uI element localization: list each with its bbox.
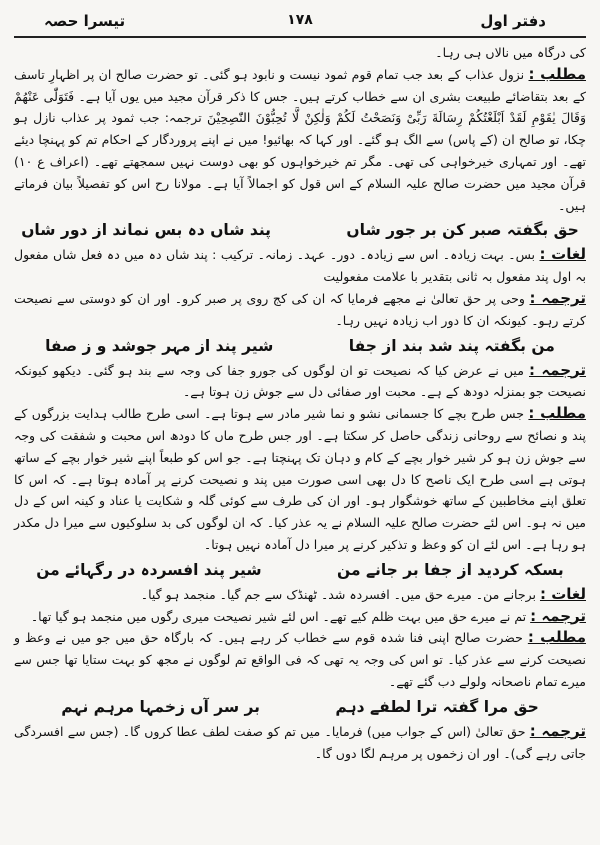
section-label: لغات : xyxy=(539,245,586,264)
paragraph xyxy=(14,244,586,288)
header-rule xyxy=(14,36,586,38)
verse xyxy=(14,332,586,360)
paragraph xyxy=(14,721,586,765)
verse-first-hemistich: حق مرا گفتہ ترا لطفے دہم xyxy=(335,697,539,716)
verse-first-hemistich: حق بگفتہ صبر کن بر جور شاں xyxy=(346,221,579,240)
section-label: لغات : xyxy=(539,584,586,603)
verse xyxy=(14,216,586,244)
paragraph xyxy=(14,288,586,332)
page-body xyxy=(14,42,586,764)
paragraph-text: حضرت صالح اپنی فنا شدہ قوم سے خطاب کر رہے ہیں۔ کہ بارگاہ حق میں جو میں نے وعظ و نصیحت کرنے سے عذر کیا۔ تو اس کی وجہ یہ تھی کہ فی الواقع تم لوگوں نے مجھ کو بہت ستایا تھا جس سے میرے تمام ناصحانہ ولولے دب گئے تھے۔ xyxy=(14,630,586,689)
paragraph-text: جس طرح بچے کا جسمانی نشو و نما شیر مادر سے ہوتا ہے۔ اسی طرح طالب ہدایت بزرگوں کے پند و نصائح سے روحانی زندگی حاصل کر سکتا ہے۔ اور جس طرح ماں کا دودھ اس محبت و شفقت کی وجہ سے جوش زن ہو کر شیر خوار بچے کے کام و دہان تک پہنچتا ہے۔ جو اس کو طبعاً اپنے شیر خوار بچے کے ساتھ ہوتی ہے اسی طرح ایک ناصح کا دل بھی اسی صورت میں پند و نصیحت کرنے پر آمادہ ہوتا ہے۔ کہ اس کا تعلق اپنے مخاطبین کے ساتھ خوشگوار ہو۔ اور ان کی طرف سے کوئی گلہ و شکایت یا عناد و کینہ اس کے دل میں نہ ہو۔ اس لئے حضرت صالح علیہ السلام نے یہ عذر کیا۔ کہ ان لوگوں کی بد سلوکیوں سے میرا دل مکدر ہو رہا ہے۔ اس لئے ان کو وعظ و تذکیر کرنے پر میرا دل آمادہ نہیں ہوتا۔ xyxy=(14,406,586,552)
verse-first-hemistich: بسکہ کردید از جفا بر جانے من xyxy=(337,560,564,579)
section-label: ترجمہ : xyxy=(530,606,586,625)
paragraph-text: تم نے میرے حق میں بہت ظلم کیے تھے۔ اس لئے شیر نصیحت میری رگوں میں منجمد ہو گیا تھا۔ xyxy=(30,608,527,624)
verse xyxy=(14,693,586,721)
page-header xyxy=(14,8,586,34)
paragraph xyxy=(14,360,586,404)
verse-second-hemistich: شیر پند از مہر جوشد و ز صفا xyxy=(45,336,274,355)
page-number: ۱۷۸ xyxy=(287,12,313,28)
verse-second-hemistich: شیر پند افسردہ در رگہائے من xyxy=(36,560,262,579)
paragraph-text: میں نے عرض کیا کہ نصیحت تو ان لوگوں کی جورو جفا کی وجہ سے بند ہو گئی۔ دیکھو کیونکہ نصیحت جو بمنزلہ دودھ کے ہے۔ محبت اور صفائی دل سے جوش زن ہوتا ہے۔ xyxy=(14,362,586,400)
paragraph-text: نزول عذاب کے بعد جب تمام قوم ثمود نیست و نابود ہو گئی۔ تو حضرت صالح ان پر اظہارِ تاسف کے بعد بتقاضائے طبیعت بشری ان سے خطاب کرتے ہیں۔ جس کا ذکر قرآن مجید میں یوں آیا ہے۔ فَتَوَلّٰی عَنْهُمْ وَقَالَ یٰقَوْمِ لَقَدْ اَبْلَغْتُكُمْ رِسَالَةَ رَبِّیْ وَنَصَحْتُ لَكُمْ وَلٰكِنْ لَّا تُحِبُّوْنَ النّٰصِحِیْنَ ترجمہ: جب ثمود پر عذاب نازل ہو چکا، تو صالح ان (کے پاس) سے الگ ہو گئے۔ اور کہا کہ بھائیو! میں نے اپنے پروردگار کے احکام تم کو پہنچا دیئے تھے۔ اور تمہاری خیرخواہی کی تھی۔ مگر تم خیرخواہوں کو بھی دوست نہیں سمجھتے تھے۔ (اعراف ع ۱۰) قرآن مجید میں حضرت صالح علیہ السلام کے اس قول کو اجمالاً آیا ہے۔ مولانا رح اس کو تفصیلاً بیان فرماتے ہیں۔ xyxy=(14,66,586,213)
paragraph-text: حق تعالیٰ (اس کے جواب میں) فرمایا۔ میں تم کو صفت لطف عطا کروں گا۔ (جس سے افسردگی جاتی رہے گی)۔ اور ان زخموں پر مرہم لگا دوں گا۔ xyxy=(14,723,586,761)
verse-first-hemistich: من بگفتہ پند شد بند از جفا xyxy=(348,336,555,355)
paragraph-text: برجانے من۔ میرے حق میں۔ افسردہ شد۔ ٹھنڈک سے جم گیا۔ منجمد ہو گیا۔ xyxy=(140,586,536,602)
verse-second-hemistich: بر سر آں زخمہا مرہم نہم xyxy=(61,697,260,716)
section-label: مطلب : xyxy=(527,628,587,647)
section-label: ترجمہ : xyxy=(529,360,586,379)
verse xyxy=(14,556,586,584)
header-part: تیسرا حصہ xyxy=(44,12,126,30)
paragraph xyxy=(14,403,586,556)
section-label: مطلب : xyxy=(528,64,586,83)
paragraph xyxy=(14,64,586,217)
paragraph xyxy=(14,606,586,628)
paragraph: کی درگاہ میں نالاں ہی رہا۔ xyxy=(435,45,586,60)
section-label: مطلب : xyxy=(528,404,586,423)
section-label: ترجمہ : xyxy=(529,288,586,307)
verse-second-hemistich: پند شاں دہ بس نماند از دور شاں xyxy=(21,221,271,240)
paragraph xyxy=(14,584,586,606)
header-volume: دفتر اول xyxy=(480,12,546,30)
paragraph-text: وحی پر حق تعالیٰ نے مجھے فرمایا کہ ان کی کج روی پر صبر کرو۔ اور ان کو دوستی سے نصیحت کرتے رہو۔ کیونکہ ان کا دور اب زیادہ نہیں رہا۔ xyxy=(14,290,586,328)
section-label: ترجمہ : xyxy=(529,721,586,740)
paragraph-text: بس۔ بہت زیادہ۔ اس سے زیادہ۔ دور۔ عہد۔ زمانہ۔ ترکیب : پند شاں دہ میں دہ فعل شاں مفعول بہ اول پند مفعول بہ ثانی بتقدیر با علامت مفعولیت xyxy=(14,247,586,285)
paragraph xyxy=(14,627,586,692)
